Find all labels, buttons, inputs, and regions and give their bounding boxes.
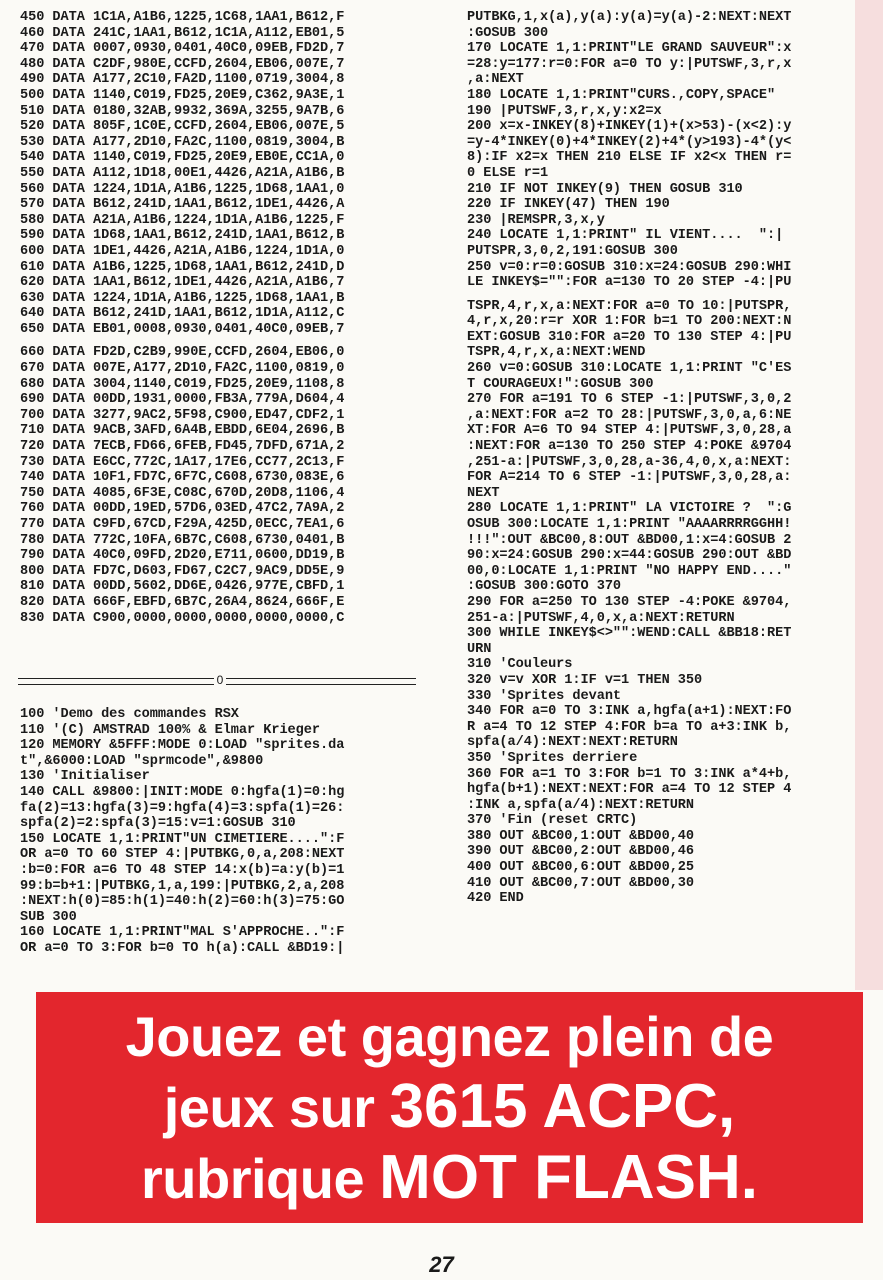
program-line: 330 'Sprites devant <box>467 688 622 704</box>
data-statement-line: 830 DATA C900,0000,0000,0000,0000,0000,C <box>20 610 345 626</box>
data-statement-line: 550 DATA A112,1D18,00E1,4426,A21A,A1B6,B <box>20 165 345 181</box>
banner-line-2 <box>164 1072 736 1143</box>
program-line: R a=4 TO 12 STEP 4:FOR b=a TO a+3:INK b, <box>467 719 792 735</box>
divider-mark: 0 <box>214 673 226 687</box>
program-line: 00,0:LOCATE 1,1:PRINT "NO HAPPY END...." <box>467 563 792 579</box>
data-listing-column <box>20 10 344 626</box>
program-line: 251-a:|PUTSWF,4,0,x,a:NEXT:RETURN <box>467 610 735 626</box>
program-line: ,a:NEXT <box>467 72 524 88</box>
program-line: :NEXT:FOR a=130 TO 250 STEP 4:POKE &9704 <box>467 439 792 455</box>
program-line: 90:x=24:GOSUB 290:x=44:GOSUB 290:OUT &BD <box>467 548 792 564</box>
program-line: :b=0:FOR a=6 TO 48 STEP 14:x(b)=a:y(b)=1 <box>20 862 345 878</box>
data-statement-line: 520 DATA 805F,1C0E,CCFD,2604,EB06,007E,5 <box>20 119 345 135</box>
data-statement-line: 730 DATA E6CC,772C,1A17,17E6,CC77,2C13,F <box>20 454 345 470</box>
banner-line-3 <box>141 1143 758 1214</box>
program-line: 170 LOCATE 1,1:PRINT"LE GRAND SAUVEUR":x <box>467 41 792 57</box>
data-statement-line: 680 DATA 3004,1140,C019,FD25,20E9,1108,8 <box>20 376 345 392</box>
program-line: 200 x=x-INKEY(8)+INKEY(1)+(x>53)-(x<2):y <box>467 119 792 135</box>
data-statement-line: 660 DATA FD2D,C2B9,990E,CCFD,2604,EB06,0 <box>20 345 345 361</box>
program-line: 4,r,x,20:r=r XOR 1:FOR b=1 TO 200:NEXT:N <box>467 314 792 330</box>
program-line: OSUB 300:LOCATE 1,1:PRINT "AAAARRRRGGHH! <box>467 517 792 532</box>
program-line: 99:b=b+1:|PUTBKG,1,a,199:|PUTBKG,2,a,208 <box>20 878 345 894</box>
program-line: :GOSUB 300:GOTO 370 <box>467 579 622 595</box>
program-line: 320 v=v XOR 1:IF v=1 THEN 350 <box>467 672 703 688</box>
data-statement-line: 490 DATA A177,2C10,FA2D,1100,0719,3004,8 <box>20 72 345 88</box>
data-statement-line: 590 DATA 1D68,1AA1,B612,241D,1AA1,B612,B <box>20 228 345 244</box>
program-line: 380 OUT &BC00,1:OUT &BD00,40 <box>467 828 695 844</box>
program-line: 100 'Demo des commandes RSX <box>20 707 239 722</box>
program-line: 410 OUT &BC00,7:OUT &BD00,30 <box>467 875 695 891</box>
program-line: :NEXT:h(0)=85:h(1)=40:h(2)=60:h(3)=75:GO <box>20 894 345 910</box>
program-line: 340 FOR a=0 TO 3:INK a,hgfa(a+1):NEXT:FO <box>467 704 792 720</box>
program-line: FOR A=214 TO 6 STEP -1:|PUTSWF,3,0,28,a: <box>467 470 792 486</box>
data-statement-line: 500 DATA 1140,C019,FD25,20E9,C362,9A3E,1 <box>20 87 345 103</box>
program-line: !!!":OUT &BC00,8:OUT &BD00,1:x=4:GOSUB 2 <box>467 532 792 548</box>
program-line: URN <box>467 641 492 657</box>
program-line: 350 'Sprites derriere <box>467 750 638 766</box>
program-line: 190 |PUTSWF,3,r,x,y:x2=x <box>467 103 662 119</box>
program-line: SUB 300 <box>20 909 77 925</box>
program-line: 370 'Fin (reset CRTC) <box>467 813 638 829</box>
program-line: spfa(a/4):NEXT:NEXT:RETURN <box>467 735 678 751</box>
data-statement-line: 780 DATA 772C,10FA,6B7C,C608,6730,0401,B <box>20 532 345 548</box>
program-line: ,a:NEXT:FOR a=2 TO 28:|PUTSWF,3,0,a,6:NE <box>467 407 792 423</box>
data-statement-line: 600 DATA 1DE1,4426,A21A,A1B6,1224,1D1A,0 <box>20 243 345 259</box>
program-line: t",&6000:LOAD "sprmcode",&9800 <box>20 753 264 769</box>
banner-line-3-text: rubrique <box>140 1146 380 1210</box>
program-line: 290 FOR a=250 TO 130 STEP -4:POKE &9704, <box>467 594 792 610</box>
line-gap <box>20 337 344 345</box>
program-line: OR a=0 TO 60 STEP 4:|PUTBKG,0,a,208:NEXT <box>20 847 345 863</box>
program-line: :GOSUB 300 <box>467 25 549 41</box>
data-statement-line: 710 DATA 9ACB,3AFD,6A4B,EBDD,6E04,2696,B <box>20 423 345 439</box>
program-line: LE INKEY$="":FOR a=130 TO 20 STEP -4:|PU <box>467 275 792 291</box>
program-line: 360 FOR a=1 TO 3:FOR b=1 TO 3:INK a*4+b, <box>467 766 792 782</box>
program-line: TSPR,4,r,x,a:NEXT:WEND <box>467 345 646 361</box>
program-line: 180 LOCATE 1,1:PRINT"CURS.,COPY,SPACE" <box>467 87 776 103</box>
data-statement-line: 470 DATA 0007,0930,0401,40C0,09EB,FD2D,7 <box>20 41 345 57</box>
program-line: 8):IF x2=x THEN 210 ELSE IF x2<x THEN r= <box>467 150 792 166</box>
data-statement-line: 820 DATA 666F,EBFD,6B7C,26A4,8624,666F,E <box>20 594 345 610</box>
program-line: 300 WHILE INKEY$<>"":WEND:CALL &BB18:RET <box>467 626 792 642</box>
program-line: EXT:GOSUB 310:FOR a=20 TO 130 STEP 4:|PU <box>467 329 792 345</box>
program-line: XT:FOR A=6 TO 94 STEP 4:|PUTSWF,3,0,28,a <box>467 423 792 439</box>
section-divider <box>18 675 416 687</box>
data-statement-line: 450 DATA 1C1A,A1B6,1225,1C68,1AA1,B612,F <box>20 10 345 25</box>
program-line: 120 MEMORY &5FFF:MODE 0:LOAD "sprites.da <box>20 738 345 754</box>
data-statement-line: 800 DATA FD7C,D603,FD67,C2C7,9AC9,DD5E,9 <box>20 563 345 579</box>
data-statement-line: 610 DATA A1B6,1225,1D68,1AA1,B612,241D,D <box>20 259 345 275</box>
data-statement-line: 770 DATA C9FD,67CD,F29A,425D,0ECC,7EA1,6 <box>20 517 345 532</box>
program-line: 240 LOCATE 1,1:PRINT" IL VIENT.... ":| <box>467 228 784 244</box>
data-statement-line: 650 DATA EB01,0008,0930,0401,40C0,09EB,7 <box>20 321 345 337</box>
program-line: 210 IF NOT INKEY(9) THEN GOSUB 310 <box>467 181 743 197</box>
program-line: :INK a,spfa(a/4):NEXT:RETURN <box>467 797 695 813</box>
program-line: 310 'Couleurs <box>467 657 573 673</box>
data-statement-line: 690 DATA 00DD,1931,0000,FB3A,779A,D604,4 <box>20 392 345 408</box>
program-listing-left <box>20 707 344 957</box>
program-line: fa(2)=13:hgfa(3)=9:hgfa(4)=3:spfa(1)=26: <box>20 800 345 816</box>
banner-rubrique-name: MOT FLASH. <box>379 1142 759 1212</box>
program-line: PUTSPR,3,0,2,191:GOSUB 300 <box>467 243 678 259</box>
program-line: TSPR,4,r,x,a:NEXT:FOR a=0 TO 10:|PUTSPR, <box>467 298 792 314</box>
program-line: ,251-a:|PUTSWF,3,0,28,a-36,4,0,x,a:NEXT: <box>467 454 792 470</box>
promo-banner <box>36 992 863 1223</box>
data-statement-line: 700 DATA 3277,9AC2,5F98,C900,ED47,CDF2,1 <box>20 407 345 423</box>
banner-service-number: 3615 ACPC, <box>389 1071 736 1141</box>
banner-line-2-text: jeux sur <box>163 1075 390 1139</box>
program-line: 0 ELSE r=1 <box>467 165 549 181</box>
data-statement-line: 630 DATA 1224,1D1A,A1B6,1225,1D68,1AA1,B <box>20 290 345 306</box>
program-line: 400 OUT &BC00,6:OUT &BD00,25 <box>467 860 695 876</box>
data-statement-line: 670 DATA 007E,A177,2D10,FA2C,1100,0819,0 <box>20 361 345 377</box>
program-line: 250 v=0:r=0:GOSUB 310:x=24:GOSUB 290:WHI <box>467 259 792 275</box>
page-edge-tint <box>855 0 883 990</box>
data-statement-line: 530 DATA A177,2D10,FA2C,1100,0819,3004,B <box>20 134 345 150</box>
data-statement-line: 480 DATA C2DF,980E,CCFD,2604,EB06,007E,7 <box>20 56 345 72</box>
program-line: 150 LOCATE 1,1:PRINT"UN CIMETIERE....":F <box>20 831 345 847</box>
program-line: 280 LOCATE 1,1:PRINT" LA VICTOIRE ? ":G <box>467 501 792 517</box>
data-statement-line: 620 DATA 1AA1,B612,1DE1,4426,A21A,A1B6,7 <box>20 275 345 291</box>
data-statement-line: 580 DATA A21A,A1B6,1224,1D1A,A1B6,1225,F <box>20 212 345 228</box>
program-listing-right <box>467 10 791 907</box>
page-number: 27 <box>429 1252 454 1277</box>
program-line: T COURAGEUX!":GOSUB 300 <box>467 376 654 392</box>
program-line: 260 v=0:GOSUB 310:LOCATE 1,1:PRINT "C'ES <box>467 361 792 377</box>
data-statement-line: 810 DATA 00DD,5602,DD6E,0426,977E,CBFD,1 <box>20 579 345 595</box>
program-line: =28:y=177:r=0:FOR a=0 TO y:|PUTSWF,3,r,x <box>467 56 792 72</box>
data-statement-line: 510 DATA 0180,32AB,9932,369A,3255,9A7B,6 <box>20 103 345 119</box>
program-line: 220 IF INKEY(47) THEN 190 <box>467 197 670 213</box>
program-line: OR a=0 TO 3:FOR b=0 TO h(a):CALL &BD19:| <box>20 940 345 956</box>
program-line: PUTBKG,1,x(a),y(a):y(a)=y(a)-2:NEXT:NEXT <box>467 10 792 25</box>
data-statement-line: 750 DATA 4085,6F3E,C08C,670D,20D8,1106,4 <box>20 485 345 501</box>
program-line: NEXT <box>467 485 500 501</box>
data-statement-line: 540 DATA 1140,C019,FD25,20E9,EB0E,CC1A,0 <box>20 150 345 166</box>
data-statement-line: 570 DATA B612,241D,1AA1,B612,1DE1,4426,A <box>20 197 345 213</box>
program-line: 390 OUT &BC00,2:OUT &BD00,46 <box>467 844 695 860</box>
data-statement-line: 460 DATA 241C,1AA1,B612,1C1A,A112,EB01,5 <box>20 25 345 41</box>
program-line: 160 LOCATE 1,1:PRINT"MAL S'APPROCHE..":F <box>20 925 345 941</box>
data-statement-line: 560 DATA 1224,1D1A,A1B6,1225,1D68,1AA1,0 <box>20 181 345 197</box>
program-line: 140 CALL &9800:|INIT:MODE 0:hgfa(1)=0:hg <box>20 784 345 800</box>
program-line: 270 FOR a=191 TO 6 STEP -1:|PUTSWF,3,0,2 <box>467 392 792 408</box>
data-statement-line: 760 DATA 00DD,19ED,57D6,03ED,47C2,7A9A,2 <box>20 501 345 517</box>
program-line: 110 '(C) AMSTRAD 100% & Elmar Krieger <box>20 722 320 738</box>
data-statement-line: 720 DATA 7ECB,FD66,6FEB,FD45,7DFD,671A,2 <box>20 439 345 455</box>
line-gap <box>467 291 791 299</box>
banner-line-1: Jouez et gagnez plein de <box>125 1004 774 1068</box>
data-statement-line: 640 DATA B612,241D,1AA1,B612,1D1A,A112,C <box>20 306 345 322</box>
data-statement-line: 740 DATA 10F1,FD7C,6F7C,C608,6730,083E,6 <box>20 470 345 486</box>
program-line: 230 |REMSPR,3,x,y <box>467 212 605 228</box>
program-line: 130 'Initialiser <box>20 769 150 785</box>
program-line: 420 END <box>467 891 524 907</box>
program-line: =y-4*INKEY(0)+4*INKEY(2)+4*(y>193)-4*(y< <box>467 134 792 150</box>
program-line: hgfa(b+1):NEXT:NEXT:FOR a=4 TO 12 STEP 4 <box>467 782 792 798</box>
program-line: spfa(2)=2:spfa(3)=15:v=1:GOSUB 310 <box>20 816 296 832</box>
data-statement-line: 790 DATA 40C0,09FD,2D20,E711,0600,DD19,B <box>20 548 345 564</box>
